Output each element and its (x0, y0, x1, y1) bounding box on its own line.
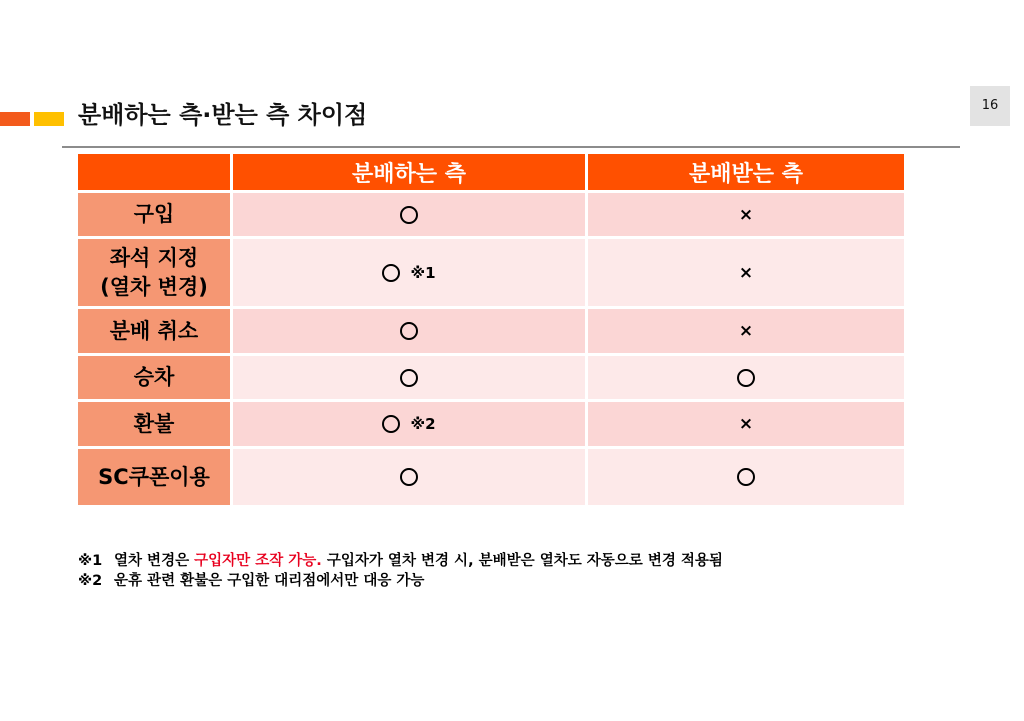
recipient-cell (588, 402, 904, 446)
recipient-cell (588, 239, 904, 306)
cross-x-icon: × (738, 204, 754, 225)
row-label: SC쿠폰이용 (78, 449, 230, 505)
header-cell-distributor: 분배하는 측 (233, 154, 585, 190)
circle-o-icon (737, 369, 755, 387)
table-row (78, 239, 904, 306)
footnote-1 (78, 551, 723, 571)
row-label: 환불 (78, 402, 230, 446)
recipient-cell (588, 309, 904, 353)
table-row (78, 193, 904, 236)
table-row (78, 449, 904, 505)
circle-o-icon (400, 369, 418, 387)
footnote-2 (78, 571, 723, 591)
circle-o-icon (400, 322, 418, 340)
distributor-cell (233, 356, 585, 399)
cross-x-icon: × (738, 321, 754, 341)
table-row (78, 402, 904, 446)
footnote-mark: ※2 (78, 573, 103, 589)
recipient-cell (588, 193, 904, 236)
header-cell-recipient: 분배받는 측 (588, 154, 904, 190)
circle-o-icon (382, 415, 400, 433)
distributor-cell (233, 193, 585, 236)
note-reference: ※2 (410, 415, 436, 433)
cross-x-icon: × (738, 262, 754, 283)
cross-x-icon: × (738, 414, 754, 434)
row-label: 구입 (78, 193, 230, 236)
circle-o-icon (400, 468, 418, 486)
distributor-cell (233, 449, 585, 505)
footnotes (78, 551, 723, 591)
footnote-highlight: 구입자만 조작 가능. (194, 553, 322, 569)
table-header-row (78, 154, 904, 190)
table-row (78, 356, 904, 399)
circle-o-icon (737, 468, 755, 486)
circle-o-icon (382, 264, 400, 282)
footnote-text-cont: 구입자가 열차 변경 시, 분배받은 열차도 자동으로 변경 적용됨 (321, 553, 723, 569)
recipient-cell (588, 449, 904, 505)
footnote-text: 운휴 관련 환불은 구입한 대리점에서만 대응 가능 (114, 573, 425, 589)
header-cell-empty (78, 154, 230, 190)
row-label: 승차 (78, 356, 230, 399)
title-accent-orange-bar (0, 112, 30, 126)
distributor-cell (233, 239, 585, 306)
row-label: 분배 취소 (78, 309, 230, 353)
circle-o-icon (400, 206, 418, 224)
note-reference: ※1 (410, 263, 436, 282)
distributor-cell (233, 309, 585, 353)
page-number: 16 (970, 86, 1010, 126)
footnote-text: 열차 변경은 (114, 553, 195, 569)
row-label: 좌석 지정 (열차 변경) (78, 239, 230, 306)
table-row (78, 309, 904, 353)
title-divider (62, 146, 960, 148)
footnote-mark: ※1 (78, 553, 103, 569)
slide-title: 분배하는 측·받는 측 차이점 (78, 101, 368, 129)
recipient-cell (588, 356, 904, 399)
distributor-cell (233, 402, 585, 446)
title-accent-yellow-bar (34, 112, 64, 126)
